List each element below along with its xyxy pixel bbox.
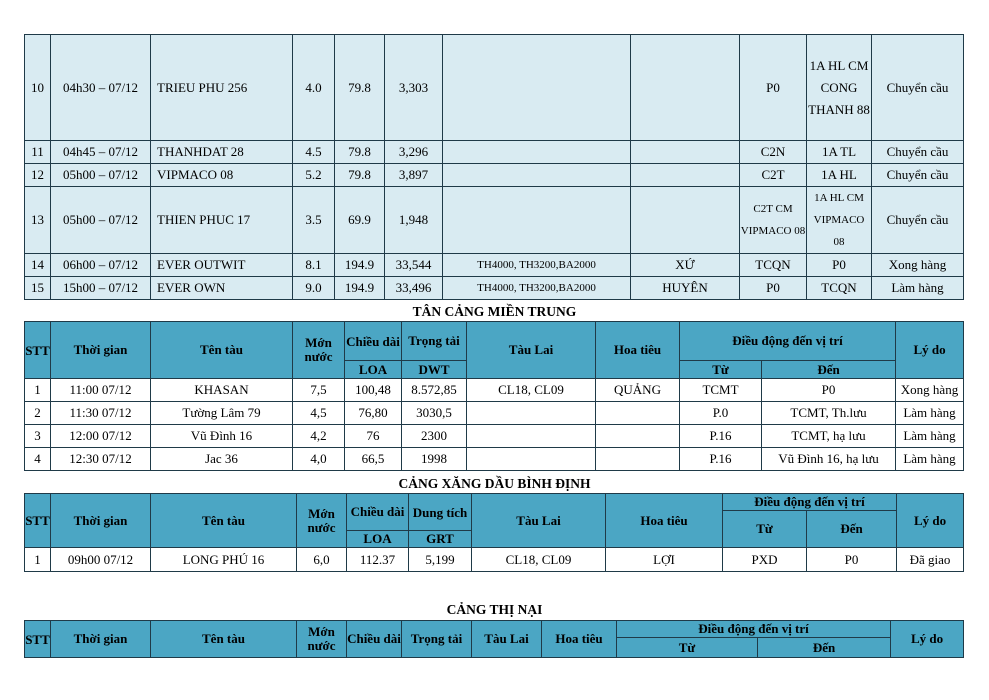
pilot-cell [631, 164, 740, 187]
to-cell: 1A HL CM VIPMACO 08 [807, 187, 872, 254]
time-cell: 04h30 – 07/12 [51, 35, 151, 141]
from-cell: C2T [740, 164, 807, 187]
header-row [25, 494, 964, 511]
pilot-cell: HUYÊN [631, 277, 740, 300]
header-row [25, 621, 964, 638]
loa-cell: 76 [345, 425, 402, 448]
pilot-cell [596, 402, 680, 425]
time-cell: 04h45 – 07/12 [51, 141, 151, 164]
dwt-header: DWT [402, 361, 467, 379]
tug-header: Tàu Lai [472, 621, 542, 658]
pilot-cell: QUẢNG [596, 379, 680, 402]
reason-cell: Làm hàng [896, 425, 964, 448]
tonnage-header: Trọng tải [402, 621, 472, 658]
time-cell: 12:00 07/12 [51, 425, 151, 448]
to-cell: Vũ Đình 16, hạ lưu [762, 448, 896, 471]
loa-cell: 194.9 [335, 254, 385, 277]
stt-header: STT [25, 322, 51, 379]
ship-name-cell: Tường Lâm 79 [151, 402, 293, 425]
reason-cell: Chuyển cầu [872, 187, 964, 254]
thi-nai-table [24, 620, 964, 658]
reason-cell: Làm hàng [872, 277, 964, 300]
loa-header: LOA [347, 531, 409, 548]
loa-cell: 79.8 [335, 164, 385, 187]
stt-cell: 11 [25, 141, 51, 164]
ship-name-cell: Jac 36 [151, 448, 293, 471]
from-header: Từ [617, 638, 758, 658]
table-row [25, 402, 964, 425]
loa-cell: 66,5 [345, 448, 402, 471]
reason-header: Lý do [891, 621, 964, 658]
tug-cell [467, 448, 596, 471]
dwt-cell: 3030,5 [402, 402, 467, 425]
stt-cell: 15 [25, 277, 51, 300]
pilot-cell [631, 141, 740, 164]
dwt-cell: 3,303 [385, 35, 443, 141]
to-cell: TCMT, Th.lưu [762, 402, 896, 425]
time-cell: 11:00 07/12 [51, 379, 151, 402]
to-cell: P0 [807, 548, 897, 572]
tan-cang-table [24, 321, 964, 471]
stt-cell: 2 [25, 402, 51, 425]
tug-cell [443, 35, 631, 141]
table-row [25, 254, 964, 277]
stt-cell: 14 [25, 254, 51, 277]
ship-name-cell: THANHDAT 28 [151, 141, 293, 164]
ship-name-cell: EVER OUTWIT [151, 254, 293, 277]
loa-cell: 112.37 [347, 548, 409, 572]
from-cell: P.16 [680, 425, 762, 448]
stt-cell: 3 [25, 425, 51, 448]
tug-cell: CL18, CL09 [472, 548, 606, 572]
draft-cell: 4.5 [293, 141, 335, 164]
from-header: Từ [680, 361, 762, 379]
ship-name-cell: LONG PHÚ 16 [151, 548, 297, 572]
from-cell: P0 [740, 35, 807, 141]
loa-cell: 76,80 [345, 402, 402, 425]
dwt-cell: 33,496 [385, 277, 443, 300]
table-row [25, 187, 964, 254]
table-row [25, 164, 964, 187]
dwt-cell: 2300 [402, 425, 467, 448]
pilot-header: Hoa tiêu [542, 621, 617, 658]
draft-header: Mớn nước [293, 322, 345, 379]
to-cell: P0 [762, 379, 896, 402]
time-header: Thời gian [51, 322, 151, 379]
dwt-cell: 3,897 [385, 164, 443, 187]
ship-name-header: Tên tàu [151, 621, 297, 658]
reason-cell: Làm hàng [896, 402, 964, 425]
tug-cell [467, 402, 596, 425]
length-header: Chiều dài [347, 494, 409, 531]
draft-cell: 7,5 [293, 379, 345, 402]
time-cell: 09h00 07/12 [51, 548, 151, 572]
pilot-cell: LỢI [606, 548, 723, 572]
stt-cell: 1 [25, 548, 51, 572]
ship-name-cell: Vũ Đình 16 [151, 425, 293, 448]
time-cell: 06h00 – 07/12 [51, 254, 151, 277]
reason-cell: Làm hàng [896, 448, 964, 471]
draft-cell: 8.1 [293, 254, 335, 277]
pilot-cell [596, 448, 680, 471]
move-header: Điều động đến vị trí [680, 322, 896, 361]
dwt-cell: 1998 [402, 448, 467, 471]
from-cell: P.16 [680, 448, 762, 471]
from-header: Từ [723, 511, 807, 548]
section-title-xang-dau: CẢNG XĂNG DẦU BÌNH ĐỊNH [398, 476, 591, 491]
stt-cell: 1 [25, 379, 51, 402]
to-cell: P0 [807, 254, 872, 277]
to-cell: 1A HL CM CONG THANH 88 [807, 35, 872, 141]
pilot-header: Hoa tiêu [596, 322, 680, 379]
reason-cell: Đã giao [897, 548, 964, 572]
loa-cell: 100,48 [345, 379, 402, 402]
draft-cell: 4,5 [293, 402, 345, 425]
loa-cell: 79.8 [335, 35, 385, 141]
reason-cell: Chuyển cầu [872, 164, 964, 187]
tug-cell [467, 425, 596, 448]
move-header: Điều động đến vị trí [617, 621, 891, 638]
from-cell: TCMT [680, 379, 762, 402]
stt-header: STT [25, 494, 51, 548]
tonnage-header: Trọng tải [402, 322, 467, 361]
reason-header: Lý do [897, 494, 964, 548]
to-cell: 1A HL [807, 164, 872, 187]
draft-cell: 4,0 [293, 448, 345, 471]
draft-cell: 5.2 [293, 164, 335, 187]
stt-cell: 4 [25, 448, 51, 471]
reason-cell: Chuyển cầu [872, 35, 964, 141]
time-cell: 05h00 – 07/12 [51, 187, 151, 254]
length-header: Chiều dài [345, 322, 402, 361]
reason-cell: Xong hàng [872, 254, 964, 277]
to-cell: TCQN [807, 277, 872, 300]
xang-dau-table [24, 493, 964, 572]
table-row [25, 425, 964, 448]
grt-header: GRT [409, 531, 472, 548]
stt-cell: 10 [25, 35, 51, 141]
table-row [25, 277, 964, 300]
pilot-header: Hoa tiêu [606, 494, 723, 548]
move-header: Điều động đến vị trí [723, 494, 897, 511]
section-title-tan-cang: TÂN CẢNG MIỀN TRUNG [412, 304, 577, 319]
section-title-thi-nai: CẢNG THỊ NẠI [446, 602, 543, 617]
reason-cell: Xong hàng [896, 379, 964, 402]
draft-cell: 6,0 [297, 548, 347, 572]
ship-name-cell: THIEN PHUC 17 [151, 187, 293, 254]
time-header: Thời gian [51, 621, 151, 658]
ship-name-cell: KHASAN [151, 379, 293, 402]
pilot-cell [631, 35, 740, 141]
reason-cell: Chuyển cầu [872, 141, 964, 164]
header-row [25, 322, 964, 361]
tug-cell: TH4000, TH3200,BA2000 [443, 254, 631, 277]
ship-name-cell: EVER OWN [151, 277, 293, 300]
tug-header: Tàu Lai [472, 494, 606, 548]
to-header: Đến [762, 361, 896, 379]
to-cell: 1A TL [807, 141, 872, 164]
time-cell: 11:30 07/12 [51, 402, 151, 425]
from-cell: TCQN [740, 254, 807, 277]
ship-name-header: Tên tàu [151, 322, 293, 379]
table-row [25, 35, 964, 141]
draft-cell: 4.0 [293, 35, 335, 141]
to-cell: TCMT, hạ lưu [762, 425, 896, 448]
tug-cell [443, 164, 631, 187]
to-header: Đến [807, 511, 897, 548]
from-cell: C2T CM VIPMACO 08 [740, 187, 807, 254]
dwt-cell: 3,296 [385, 141, 443, 164]
tug-header: Tàu Lai [467, 322, 596, 379]
stt-cell: 13 [25, 187, 51, 254]
tug-cell: CL18, CL09 [467, 379, 596, 402]
time-cell: 12:30 07/12 [51, 448, 151, 471]
draft-cell: 4,2 [293, 425, 345, 448]
draft-header: Mớn nước [297, 494, 347, 548]
time-cell: 15h00 – 07/12 [51, 277, 151, 300]
time-cell: 05h00 – 07/12 [51, 164, 151, 187]
from-cell: C2N [740, 141, 807, 164]
reason-header: Lý do [896, 322, 964, 379]
from-cell: PXD [723, 548, 807, 572]
loa-cell: 69.9 [335, 187, 385, 254]
dwt-cell: 1,948 [385, 187, 443, 254]
ship-schedule-continued-table [24, 34, 964, 300]
stt-cell: 12 [25, 164, 51, 187]
tug-cell [443, 187, 631, 254]
tug-cell: TH4000, TH3200,BA2000 [443, 277, 631, 300]
table-row [25, 448, 964, 471]
loa-header: LOA [345, 361, 402, 379]
ship-name-cell: TRIEU PHU 256 [151, 35, 293, 141]
ship-name-cell: VIPMACO 08 [151, 164, 293, 187]
to-header: Đến [758, 638, 891, 658]
capacity-header: Dung tích [409, 494, 472, 531]
table-row [25, 379, 964, 402]
dwt-cell: 33,544 [385, 254, 443, 277]
draft-cell: 3.5 [293, 187, 335, 254]
loa-cell: 194.9 [335, 277, 385, 300]
grt-cell: 5,199 [409, 548, 472, 572]
from-cell: P0 [740, 277, 807, 300]
draft-header: Mớn nước [297, 621, 347, 658]
pilot-cell: XỨ [631, 254, 740, 277]
pilot-cell [631, 187, 740, 254]
table-row [25, 141, 964, 164]
pilot-cell [596, 425, 680, 448]
stt-header: STT [25, 621, 51, 658]
length-header: Chiều dài [347, 621, 402, 658]
loa-cell: 79.8 [335, 141, 385, 164]
from-cell: P.0 [680, 402, 762, 425]
time-header: Thời gian [51, 494, 151, 548]
table-row [25, 548, 964, 572]
dwt-cell: 8.572,85 [402, 379, 467, 402]
ship-name-header: Tên tàu [151, 494, 297, 548]
tug-cell [443, 141, 631, 164]
draft-cell: 9.0 [293, 277, 335, 300]
